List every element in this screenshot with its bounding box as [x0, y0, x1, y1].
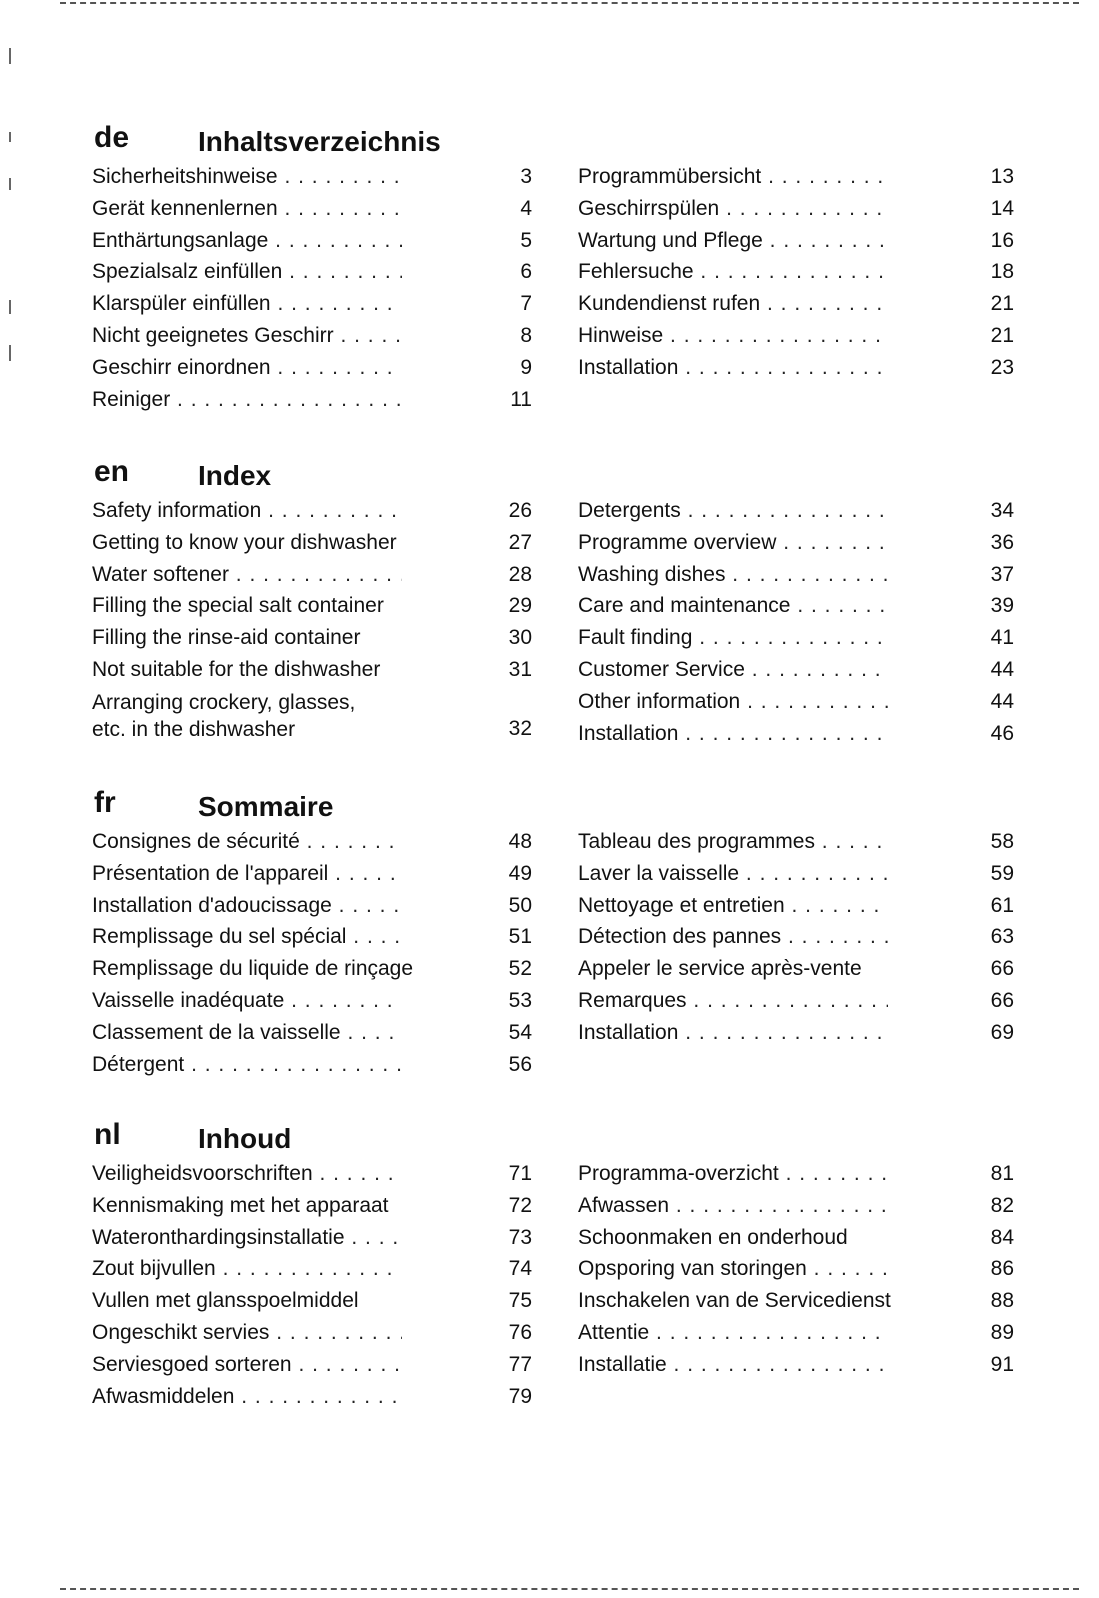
toc-entry-label: Kennismaking met het apparaat: [92, 1193, 389, 1217]
toc-entry[interactable]: [578, 1191, 1028, 1223]
toc-page-number: 27: [508, 530, 532, 554]
toc-entry-label: Détection des pannes . . .: [578, 924, 888, 950]
toc-page-number: 71: [508, 1162, 532, 1185]
toc-page-number: 31: [508, 657, 532, 681]
toc-entry-label: Other information . . .: [578, 689, 888, 715]
toc-page-number: 76: [508, 1320, 532, 1344]
toc-page-number: 77: [508, 1352, 532, 1376]
toc-entry-label: Arranging crockery, glasses, etc. in the dishwasher: [92, 690, 356, 741]
toc-entry-label: Wartung und Pflege . . .: [578, 228, 888, 254]
toc-entry[interactable]: [578, 353, 1028, 385]
toc-entry-label: Safety information . . .: [92, 498, 402, 524]
toc-entry-label: Klarspüler einfüllen . . .: [92, 291, 402, 317]
toc-entry-label: Vaisselle inadéquate . . .: [92, 988, 402, 1014]
toc-entry-label: Washing dishes . . .: [578, 562, 888, 588]
toc-entry-label: Enthärtungsanlage . . .: [92, 228, 402, 254]
toc-page-number: 6: [520, 260, 532, 284]
toc-entry-label: Installation d'adoucissage . . .: [92, 893, 402, 919]
toc-entry-label: Serviesgoed sorteren . . .: [92, 1352, 402, 1378]
toc-page-number: 34: [990, 499, 1014, 522]
toc-entry-label: Filling the rinse-aid container: [92, 626, 361, 650]
toc-page-number: 58: [990, 830, 1014, 853]
toc-entry[interactable]: [92, 1318, 542, 1350]
toc-entry-label: Détergent . . .: [92, 1052, 402, 1078]
toc-entry-label: Programma-overzicht . . .: [578, 1161, 888, 1187]
toc-entry-label: Kundendienst rufen . . .: [578, 291, 888, 317]
toc-page-number: 75: [508, 1289, 532, 1313]
toc-entry[interactable]: [92, 623, 542, 655]
toc-page-number: 28: [508, 562, 532, 586]
toc-page-number: 21: [990, 323, 1014, 347]
toc-entry-label: Vullen met glansspoelmiddel: [92, 1289, 359, 1313]
toc-entry-label: Appeler le service après-vente: [578, 957, 862, 981]
toc-page-number: 5: [520, 228, 532, 252]
toc-entry[interactable]: [92, 528, 542, 560]
toc-entry-label: Care and maintenance . . .: [578, 593, 888, 619]
toc-entry[interactable]: [578, 289, 1028, 321]
language-code: de: [94, 121, 130, 154]
toc-entry[interactable]: [578, 1018, 1028, 1050]
toc-page-number: 74: [508, 1257, 532, 1281]
section-title: Inhaltsverzeichnis: [198, 126, 441, 157]
toc-entry-label: Fehlersuche . . .: [578, 259, 888, 285]
toc-page-number: 9: [520, 355, 532, 379]
toc-entry[interactable]: [92, 687, 542, 744]
margin-mark: [9, 345, 11, 361]
toc-page-number: 16: [990, 228, 1014, 252]
toc-column-left: [92, 827, 542, 1081]
toc-entry-label: Schoonmaken en onderhoud: [578, 1225, 848, 1249]
toc-entry-label: Ongeschikt servies . . .: [92, 1320, 402, 1346]
toc-page-number: 54: [508, 1020, 532, 1044]
toc-entry[interactable]: [92, 321, 542, 353]
toc-entry[interactable]: [578, 1254, 1028, 1286]
toc-entry-label: Afwasmiddelen . . .: [92, 1384, 402, 1410]
toc-page-number: 81: [990, 1162, 1014, 1185]
toc-entry-label: Opsporing van storingen . . .: [578, 1256, 888, 1282]
toc-page-number: 23: [990, 355, 1014, 379]
toc-page-number: 52: [508, 957, 532, 981]
toc-column-right: [578, 827, 1028, 1050]
toc-entry[interactable]: [92, 1254, 542, 1286]
toc-entry[interactable]: [92, 1050, 542, 1082]
toc-page-number: 79: [508, 1384, 532, 1408]
toc-entry-label: Remplissage du sel spécial . . .: [92, 924, 402, 950]
toc-page-number: 86: [990, 1257, 1014, 1281]
toc-entry[interactable]: [578, 827, 1028, 859]
toc-entry-label: Tableau des programmes . . .: [578, 829, 888, 855]
language-code: en: [94, 455, 130, 488]
toc-entry[interactable]: [578, 1318, 1028, 1350]
toc-entry-label: Reiniger . . .: [92, 387, 402, 413]
toc-entry-label: Programme overview . . .: [578, 530, 888, 556]
language-code: fr: [94, 786, 116, 819]
toc-entry-label: Laver la vaisselle . . .: [578, 861, 888, 887]
toc-entry-label: Installation . . .: [578, 721, 888, 747]
toc-entry[interactable]: [578, 194, 1028, 226]
toc-page-number: 39: [990, 594, 1014, 618]
toc-page-number: 66: [990, 988, 1014, 1012]
toc-page-number: 59: [990, 861, 1014, 885]
toc-entry[interactable]: [578, 1159, 1028, 1191]
toc-entry-label: Inschakelen van de Servicedienst: [578, 1289, 891, 1313]
margin-mark: [9, 48, 11, 64]
toc-page-number: 29: [508, 594, 532, 618]
toc-entry[interactable]: [578, 1286, 1028, 1318]
section-heading: [0, 1115, 800, 1159]
toc-entry[interactable]: [578, 1223, 1028, 1255]
toc-page-number: 3: [520, 165, 532, 188]
toc-entry[interactable]: [578, 226, 1028, 258]
toc-entry-label: Remplissage du liquide de rinçage: [92, 957, 414, 981]
toc-entry[interactable]: [92, 1018, 542, 1050]
toc-entry-label: Attentie . . .: [578, 1320, 888, 1346]
toc-entry[interactable]: [92, 496, 542, 528]
toc-entry[interactable]: [92, 257, 542, 289]
toc-entry-label: Afwassen . . .: [578, 1193, 888, 1219]
toc-entry[interactable]: [578, 623, 1028, 655]
scan-edge-top: [60, 2, 1079, 4]
toc-entry-label: Installatie . . .: [578, 1352, 888, 1378]
toc-entry[interactable]: [92, 1350, 542, 1382]
toc-entry[interactable]: [92, 591, 542, 623]
toc-entry-label: Fault finding . . .: [578, 625, 888, 651]
toc-entry[interactable]: [92, 226, 542, 258]
toc-entry-label: Remarques . . .: [578, 988, 888, 1014]
toc-entry[interactable]: [578, 162, 1028, 194]
toc-entry-label: Geschirr einordnen . . .: [92, 355, 402, 381]
toc-entry[interactable]: [92, 353, 542, 385]
toc-column-right: [578, 496, 1028, 750]
toc-page-number: 30: [508, 626, 532, 650]
toc-entry-label: Not suitable for the dishwasher: [92, 657, 381, 681]
toc-page-number: 8: [520, 323, 532, 347]
toc-entry-label: Gerät kennenlernen . . .: [92, 196, 402, 222]
toc-entry[interactable]: [92, 1382, 542, 1414]
toc-page-number: 46: [990, 721, 1014, 745]
toc-entry-label: Geschirrspülen . . .: [578, 196, 888, 222]
toc-entry[interactable]: [578, 891, 1028, 923]
toc-entry[interactable]: [92, 655, 542, 687]
toc-entry[interactable]: [578, 257, 1028, 289]
toc-page-number: 63: [990, 925, 1014, 949]
toc-column-right: [578, 1159, 1028, 1382]
toc-entry-label: Water softener . . .: [92, 562, 402, 588]
toc-page-number: 82: [990, 1193, 1014, 1217]
toc-entry-label: Filling the special salt container: [92, 594, 384, 618]
toc-entry[interactable]: [578, 591, 1028, 623]
toc-column-left: [92, 1159, 542, 1413]
section-title: Index: [198, 460, 272, 491]
toc-page-number: 66: [990, 957, 1014, 981]
toc-entry[interactable]: [92, 954, 542, 986]
toc-entry[interactable]: [578, 719, 1028, 751]
toc-entry[interactable]: [578, 859, 1028, 891]
toc-column-left: [92, 162, 542, 416]
toc-page-number: 72: [508, 1193, 532, 1217]
toc-entry-label: Veiligheidsvoorschriften . . .: [92, 1161, 402, 1187]
toc-column-right: [578, 162, 1028, 385]
toc-page-number: 26: [508, 499, 532, 522]
toc-entry-label: Installation . . .: [578, 1020, 888, 1046]
toc-page-number: 18: [990, 260, 1014, 284]
toc-entry[interactable]: [578, 687, 1028, 719]
toc-entry[interactable]: [92, 922, 542, 954]
toc-entry[interactable]: [578, 954, 1028, 986]
toc-entry-label: Classement de la vaisselle . . .: [92, 1020, 402, 1046]
toc-entry-label: Sicherheitshinweise . . .: [92, 164, 402, 190]
toc-page-number: 53: [508, 988, 532, 1012]
toc-page-number: 11: [510, 387, 532, 411]
toc-entry[interactable]: [92, 986, 542, 1018]
section-heading: [0, 783, 800, 827]
toc-page-number: 48: [508, 830, 532, 853]
toc-page-number: 73: [508, 1225, 532, 1249]
toc-page-number: 44: [990, 657, 1014, 681]
toc-column-left: [92, 496, 542, 744]
toc-entry-label: Hinweise . . .: [578, 323, 888, 349]
toc-entry[interactable]: [578, 528, 1028, 560]
toc-page-number: 69: [990, 1020, 1014, 1044]
toc-entry-label: Consignes de sécurité . . .: [92, 829, 402, 855]
toc-entry[interactable]: [92, 289, 542, 321]
toc-entry[interactable]: [92, 1191, 542, 1223]
section-heading: [0, 118, 800, 162]
toc-entry[interactable]: [92, 560, 542, 592]
toc-entry[interactable]: [578, 496, 1028, 528]
toc-entry-label: Installation . . .: [578, 355, 888, 381]
toc-page-number: 50: [508, 893, 532, 917]
toc-entry[interactable]: [92, 1159, 542, 1191]
toc-entry[interactable]: [92, 1286, 542, 1318]
toc-entry-label: Zout bijvullen . . .: [92, 1256, 402, 1282]
toc-entry-label: Nicht geeignetes Geschirr . . .: [92, 323, 402, 349]
toc-entry[interactable]: [92, 827, 542, 859]
toc-page-number: 84: [990, 1225, 1014, 1249]
toc-entry-label: Programmübersicht . . .: [578, 164, 888, 190]
toc-entry-label: Getting to know your dishwasher: [92, 530, 397, 554]
toc-entry-label: Detergents . . .: [578, 498, 888, 524]
toc-page-number: 36: [990, 530, 1014, 554]
toc-page-number: 21: [990, 292, 1014, 316]
toc-page-number: 56: [508, 1052, 532, 1076]
toc-entry[interactable]: [578, 1350, 1028, 1382]
toc-entry[interactable]: [92, 1223, 542, 1255]
toc-page-number: 89: [990, 1320, 1014, 1344]
toc-entry[interactable]: [578, 321, 1028, 353]
toc-page-number: 61: [990, 893, 1014, 917]
scan-edge-bottom: [60, 1588, 1079, 1590]
toc-entry[interactable]: [578, 655, 1028, 687]
toc-page-number: 7: [520, 292, 532, 316]
toc-entry-label: Spezialsalz einfüllen . . .: [92, 259, 402, 285]
toc-page-number: 32: [508, 716, 532, 740]
toc-page-number: 91: [990, 1352, 1014, 1376]
toc-entry-label: Customer Service . . .: [578, 657, 888, 683]
section-title: Sommaire: [198, 791, 334, 822]
toc-entry[interactable]: [92, 162, 542, 194]
toc-entry-label: Wateronthardingsinstallatie . . .: [92, 1225, 402, 1251]
toc-page-number: 13: [990, 165, 1014, 188]
toc-page-number: 49: [508, 861, 532, 885]
toc-entry[interactable]: [578, 560, 1028, 592]
toc-entry-label: Présentation de l'appareil . . .: [92, 861, 402, 887]
toc-entry[interactable]: [92, 385, 542, 417]
toc-entry[interactable]: [578, 986, 1028, 1018]
toc-page-number: 44: [990, 689, 1014, 713]
toc-entry[interactable]: [92, 891, 542, 923]
margin-mark: [9, 178, 11, 190]
toc-page-number: 41: [990, 626, 1014, 650]
toc-page-number: 14: [990, 196, 1014, 220]
toc-page-number: 37: [990, 562, 1014, 586]
toc-page-number: 88: [990, 1289, 1014, 1313]
toc-entry-label: Nettoyage et entretien . . .: [578, 893, 888, 919]
margin-mark: [9, 300, 11, 314]
toc-entry[interactable]: [92, 859, 542, 891]
toc-entry[interactable]: [578, 922, 1028, 954]
language-code: nl: [94, 1118, 121, 1151]
toc-entry[interactable]: [92, 194, 542, 226]
section-title: Inhoud: [198, 1123, 292, 1154]
section-heading: [0, 452, 800, 496]
toc-page-number: 4: [520, 196, 532, 220]
toc-page-number: 51: [508, 925, 532, 949]
